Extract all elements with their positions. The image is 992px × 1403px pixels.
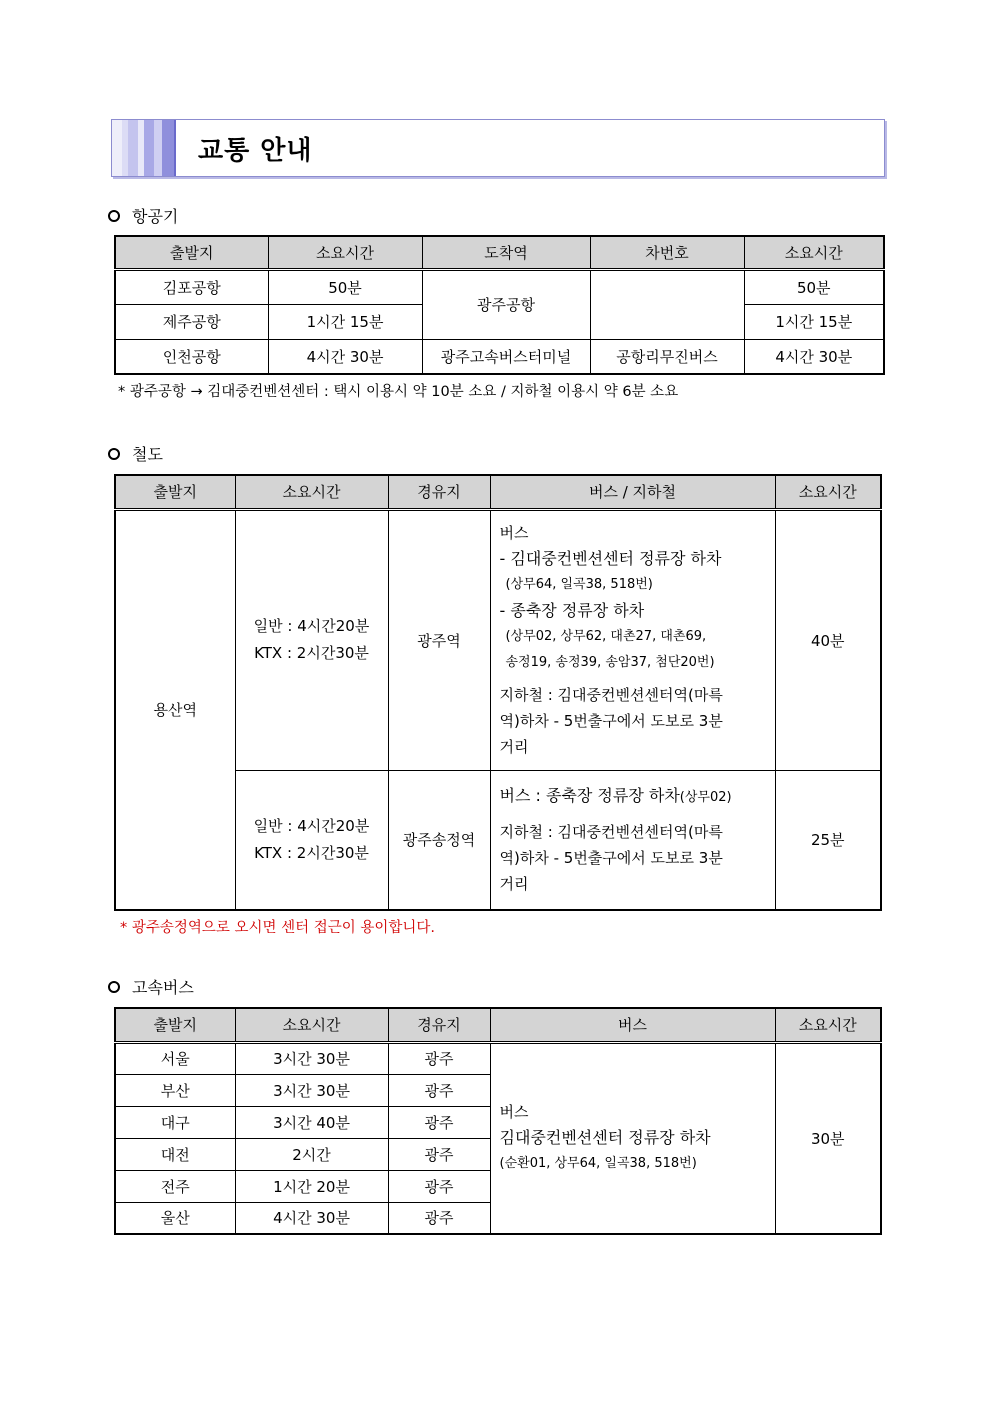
header-origin: 출발지 [115, 1008, 235, 1042]
total-cell: 30분 [775, 1042, 881, 1234]
duration-cell: 일반 : 4시간20분 KTX : 2시간30분 [235, 770, 388, 910]
table-row: 인천공항 4시간 30분 광주고속버스터미널 공항리무진버스 4시간 30분 [115, 339, 884, 374]
title-banner [111, 119, 885, 177]
header-total: 소요시간 [775, 1008, 881, 1042]
header-duration: 소요시간 [235, 1008, 388, 1042]
page-title: 교통 안내 [198, 136, 313, 166]
transit-cell: 버스 - 김대중컨벤션센터 정류장 하차 (상무64, 일곡38, 518번) - 종축장 정류장 하차 (상무02, 상무62, 대촌27, 대촌69, 송정19, 송정39, 송암37, 첨단20번) 지하철 : 김대중컨벤션센터역(마륵 역)하차 - 5번출구에서 도보로 3분 거리 [490, 509, 775, 770]
table-row: 대구 3시간 40분 광주 [115, 1106, 881, 1138]
table-row: 일반 : 4시간20분 KTX : 2시간30분 광주송정역 버스 : 종축장 정류장 하차(상무02) 지하철 : 김대중컨벤션센터역(마륵 역)하차 - 5번출구에서 도보로 3분 거리 25분 [115, 770, 881, 910]
bus-info-cell: 버스 김대중컨벤션센터 정류장 하차 (순환01, 상무64, 일곡38, 518번) [490, 1042, 775, 1234]
header-bus: 버스 [490, 1008, 775, 1042]
air-note: * 광주공항 → 김대중컨벤션센터 : 택시 이용시 약 10분 소요 / 지하철 이용시 약 6분 소요 [118, 384, 679, 400]
header-vehicle: 차번호 [590, 236, 744, 269]
table-row: 서울 3시간 30분 광주 버스 김대중컨벤션센터 정류장 하차 (순환01, 상무64, 일곡38, 518번) 30분 [115, 1042, 881, 1074]
table-row: 울산 4시간 30분 광주 [115, 1202, 881, 1234]
vehicle-cell-empty [590, 269, 744, 339]
duration-cell: 일반 : 4시간20분 KTX : 2시간30분 [235, 509, 388, 770]
table-row: 전주 1시간 20분 광주 [115, 1170, 881, 1202]
header-duration: 소요시간 [268, 236, 422, 269]
section-heading-air: 항공기 [108, 204, 178, 227]
header-via: 경유지 [388, 475, 490, 509]
header-transit: 버스 / 지하철 [490, 475, 775, 509]
header-via: 경유지 [388, 1008, 490, 1042]
section-heading-bus: 고속버스 [108, 975, 194, 998]
table-row: 김포공항 50분 광주공항 50분 [115, 269, 884, 304]
rail-note: * 광주송정역으로 오시면 센터 접근이 용이합니다. [120, 920, 436, 936]
header-duration: 소요시간 [235, 475, 388, 509]
air-table [114, 235, 885, 375]
table-row: 용산역 일반 : 4시간20분 KTX : 2시간30분 광주역 버스 - 김대중컨벤션센터 정류장 하차 (상무64, 일곡38, 518번) - 종축장 정류장 하차 (상무02, 상무62, 대촌27, 대촌69, 송정19, 송정39, 송암37, 첨단20번) 지하철 : 김대중컨벤션센터역(마륵 역)하차 - 5번출구에서 도보로 3분 거리 40분 [115, 509, 881, 770]
header-origin: 출발지 [115, 236, 268, 269]
table-row: 부산 3시간 30분 광주 [115, 1074, 881, 1106]
bus-table [114, 1007, 882, 1235]
section-heading-rail: 철도 [108, 442, 163, 465]
circle-bullet-icon [108, 981, 120, 993]
header-total: 소요시간 [744, 236, 884, 269]
header-total: 소요시간 [775, 475, 881, 509]
origin-cell: 용산역 [115, 509, 235, 910]
title-decoration [112, 120, 174, 176]
header-arrival: 도착역 [422, 236, 590, 269]
circle-bullet-icon [108, 448, 120, 460]
circle-bullet-icon [108, 210, 120, 222]
transit-cell: 버스 : 종축장 정류장 하차(상무02) 지하철 : 김대중컨벤션센터역(마륵 역)하차 - 5번출구에서 도보로 3분 거리 [490, 770, 775, 910]
header-origin: 출발지 [115, 475, 235, 509]
table-row: 제주공항 1시간 15분 1시간 15분 [115, 304, 884, 339]
arrival-cell: 광주공항 [422, 269, 590, 339]
table-row: 대전 2시간 광주 [115, 1138, 881, 1170]
rail-table [114, 474, 882, 911]
